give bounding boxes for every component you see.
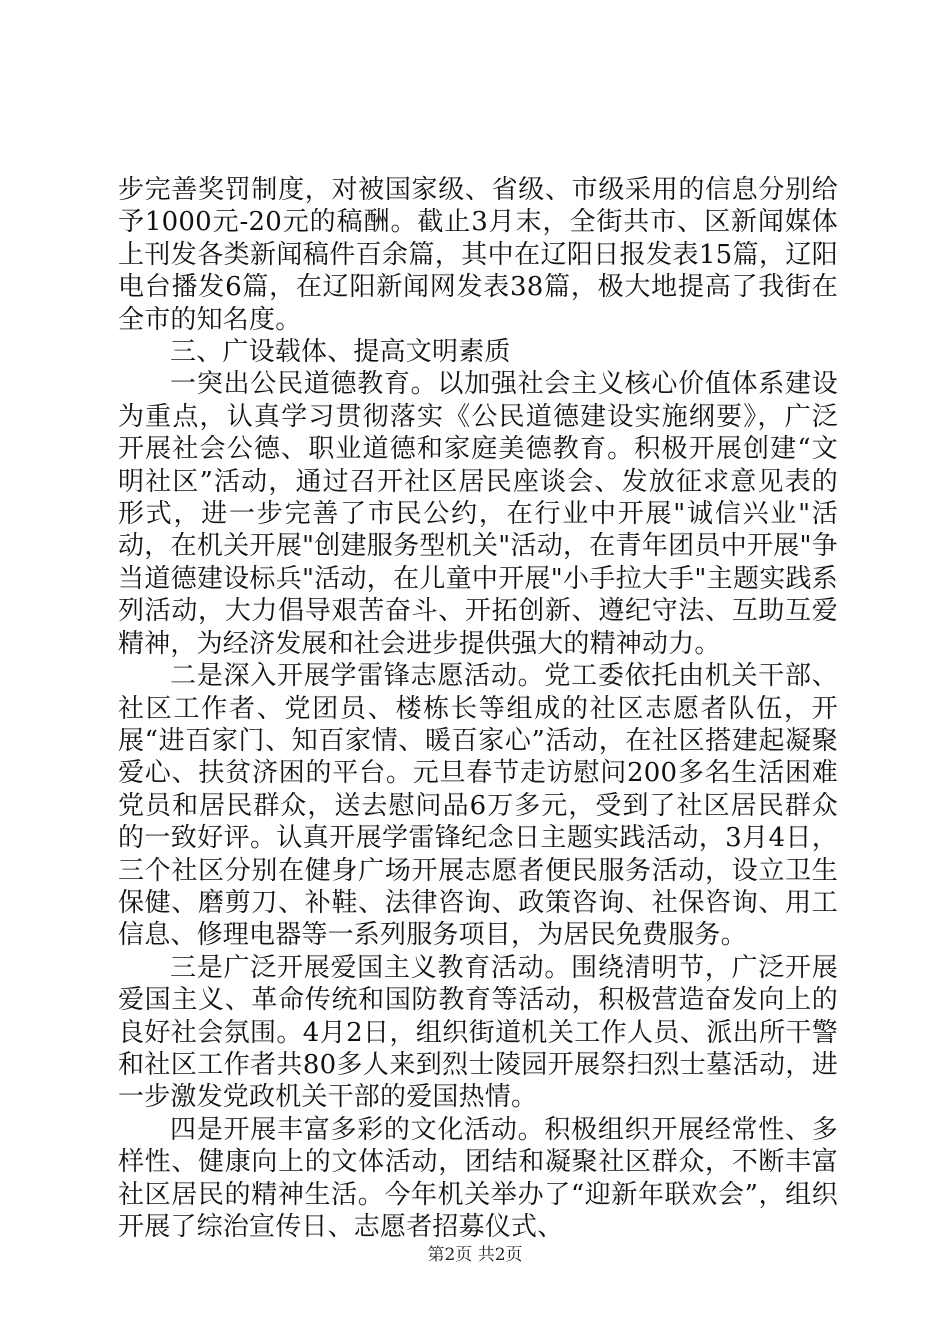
paragraph-volunteer-activities: 二是深入开展学雷锋志愿活动。党工委依托由机关干部、社区工作者、党团员、楼栋长等组成的社区志愿者队伍，开展“进百家门、知百家情、暖百家心”活动，在社区搭建起凝聚爱心、扶贫济困的平台。元旦春节走访慰问200多名生活困难党员和居民群众，送去慰问品6万多元，受到了社区居民群众的一致好评。认真开展学雷锋纪念日主题实践活动，3月4日，三个社区分别在健身广场开展志愿者便民服务活动，设立卫生保健、磨剪刀、补鞋、法律咨询、政策咨询、社保咨询、用工信息、修理电器等一系列服务项目，为居民免费服务。 bbox=[118, 661, 838, 951]
paragraph-moral-education: 一突出公民道德教育。以加强社会主义核心价值体系建设为重点，认真学习贯彻落实《公民道德建设实施纲要》，广泛开展社会公德、职业道德和家庭美德教育。积极开展创建“文明社区”活动，通过召开社区居民座谈会、发放征求意见表的形式，进一步完善了市民公约，在行业中开展"诚信兴业"活动，在机关开展"创建服务型机关"活动，在青年团员中开展"争当道德建设标兵"活动，在儿童中开展"小手拉大手"主题实践系列活动，大力倡导艰苦奋斗、开拓创新、遵纪守法、互助互爱精神，为经济发展和社会进步提供强大的精神动力。 bbox=[118, 369, 838, 659]
document-body bbox=[118, 174, 838, 1243]
paragraph-patriotic-education: 三是广泛开展爱国主义教育活动。围绕清明节，广泛开展爱国主义、革命传统和国防教育等活动，积极营造奋发向上的良好社会氛围。4月2日，组织街道机关工作人员、派出所干警和社区工作者共80多人来到烈士陵园开展祭扫烈士墓活动，进一步激发党政机关干部的爱国热情。 bbox=[118, 952, 838, 1113]
page-footer: 第2页 共2页 bbox=[427, 1245, 523, 1265]
paragraph-continuation: 步完善奖罚制度，对被国家级、省级、市级采用的信息分别给予1000元-20元的稿酬。截止3月末，全街共市、区新闻媒体上刊发各类新闻稿件百余篇，其中在辽阳日报发表15篇，辽阳电台播发6篇，在辽阳新闻网发表38篇，极大地提高了我街在全市的知名度。 bbox=[118, 175, 838, 335]
section-heading: 三、广设载体、提高文明素质 bbox=[170, 337, 511, 368]
paragraph-cultural-activities: 四是开展丰富多彩的文化活动。积极组织开展经常性、多样性、健康向上的文体活动，团结和凝聚社区群众，不断丰富社区居民的精神生活。今年机关举办了“迎新年联欢会”，组织开展了综治宣传日、志愿者招募仪式、 bbox=[118, 1114, 838, 1242]
